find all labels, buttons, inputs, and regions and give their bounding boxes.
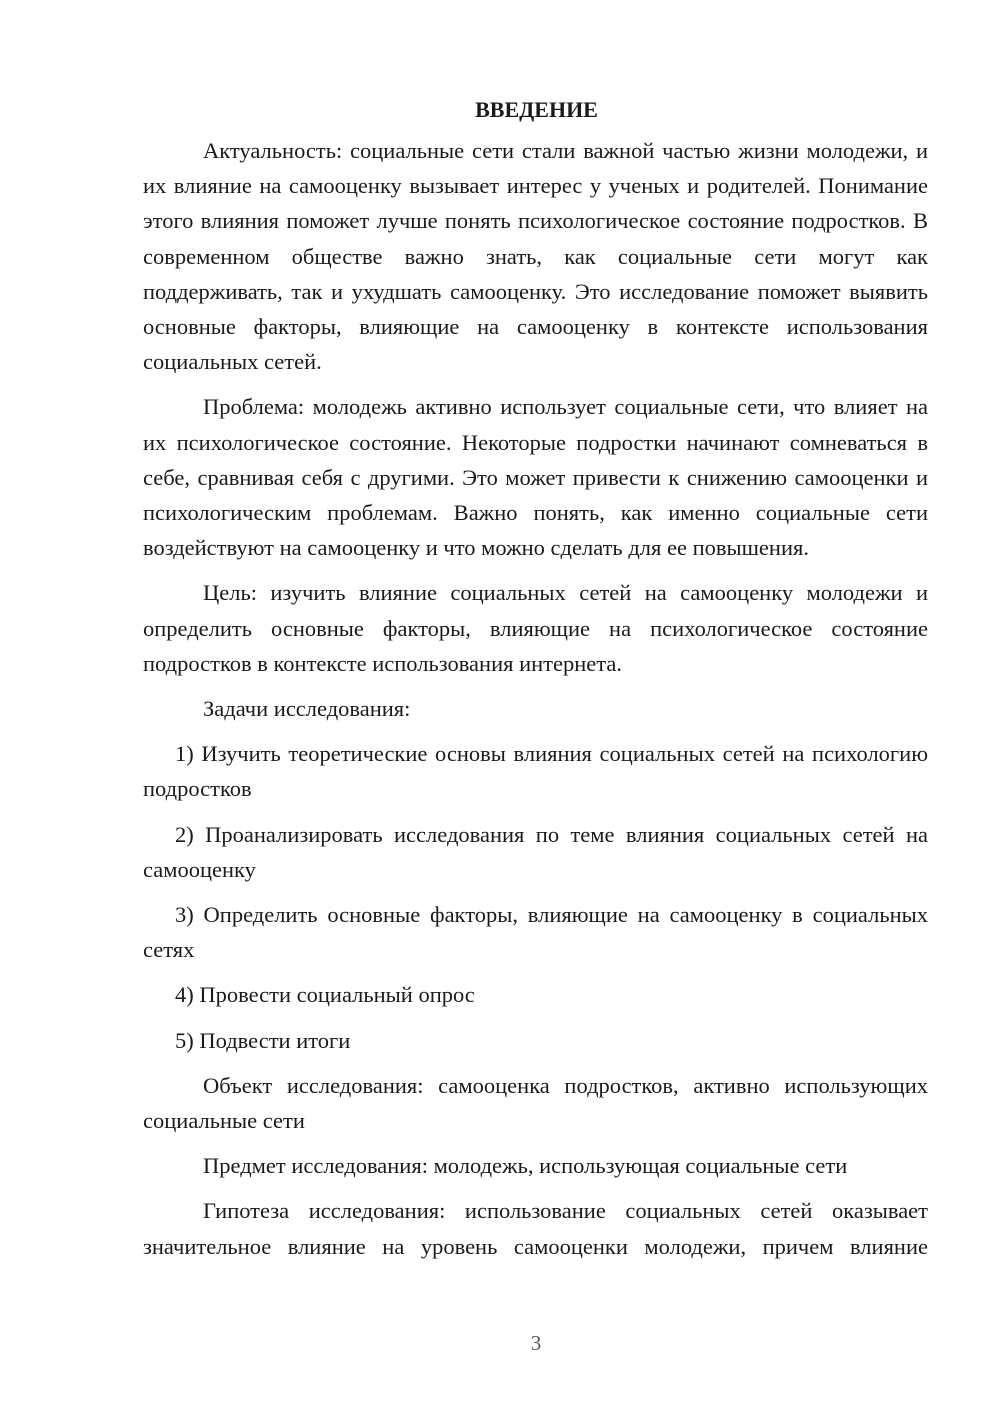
task-item-4: 4) Провести социальный опрос (175, 982, 475, 1008)
paragraph-object: Объект исследования: самооценка подростков, активно использующих социальные сети (143, 1072, 928, 1134)
task-item-2: 2) Проанализировать исследования по теме влияния социальных сетей на самооценку (143, 821, 928, 882)
page-number: 3 (530, 1331, 542, 1355)
paragraph-relevance: Актуальность: социальные сети стали важной частью жизни молодежи, и их влияние на самооценку вызывает интерес у ученых и родителей. Понимание этого влияния поможет лучше понять психологическое состояние подростков. В современном обществе важно знать, как социальные сети могут как поддерживать, так и ухудшать самооценку. Это исследование поможет выявить основные факторы, влияющие на самооценку в контексте использования социальных сетей. (143, 138, 928, 375)
task-item-1: 1) Изучить теоретические основы влияния социальных сетей на психологию подростков (143, 741, 928, 802)
paragraph-hypothesis: Гипотеза исследования: использование социальных сетей оказывает значительное влияние на уровень самооценки молодежи, причем влияние (143, 1198, 928, 1259)
paragraph-goal: Цель: изучить влияние социальных сетей на самооценку молодежи и определить основные факторы, влияющие на психологическое состояние подростков в контексте использования интернета. (143, 580, 928, 676)
section-heading: ВВЕДЕНИЕ (475, 97, 598, 122)
paragraph-subject: Предмет исследования: молодежь, использующая социальные сети (203, 1153, 848, 1179)
tasks-title: Задачи исследования: (203, 696, 411, 722)
paragraph-problem: Проблема: молодежь активно использует социальные сети, что влияет на их психологическое состояние. Некоторые подростки начинают сомневаться в себе, сравнивая себя с другими. Это может привести к снижению самооценки и психологическим проблемам. Важно понять, как именно социальные сети воздействуют на самооценку и что можно сделать для ее повышения. (143, 394, 928, 561)
task-item-3: 3) Определить основные факторы, влияющие на самооценку в социальных сетях (143, 902, 928, 963)
page-body (143, 92, 928, 1264)
task-item-5: 5) Подвести итоги (175, 1027, 351, 1053)
